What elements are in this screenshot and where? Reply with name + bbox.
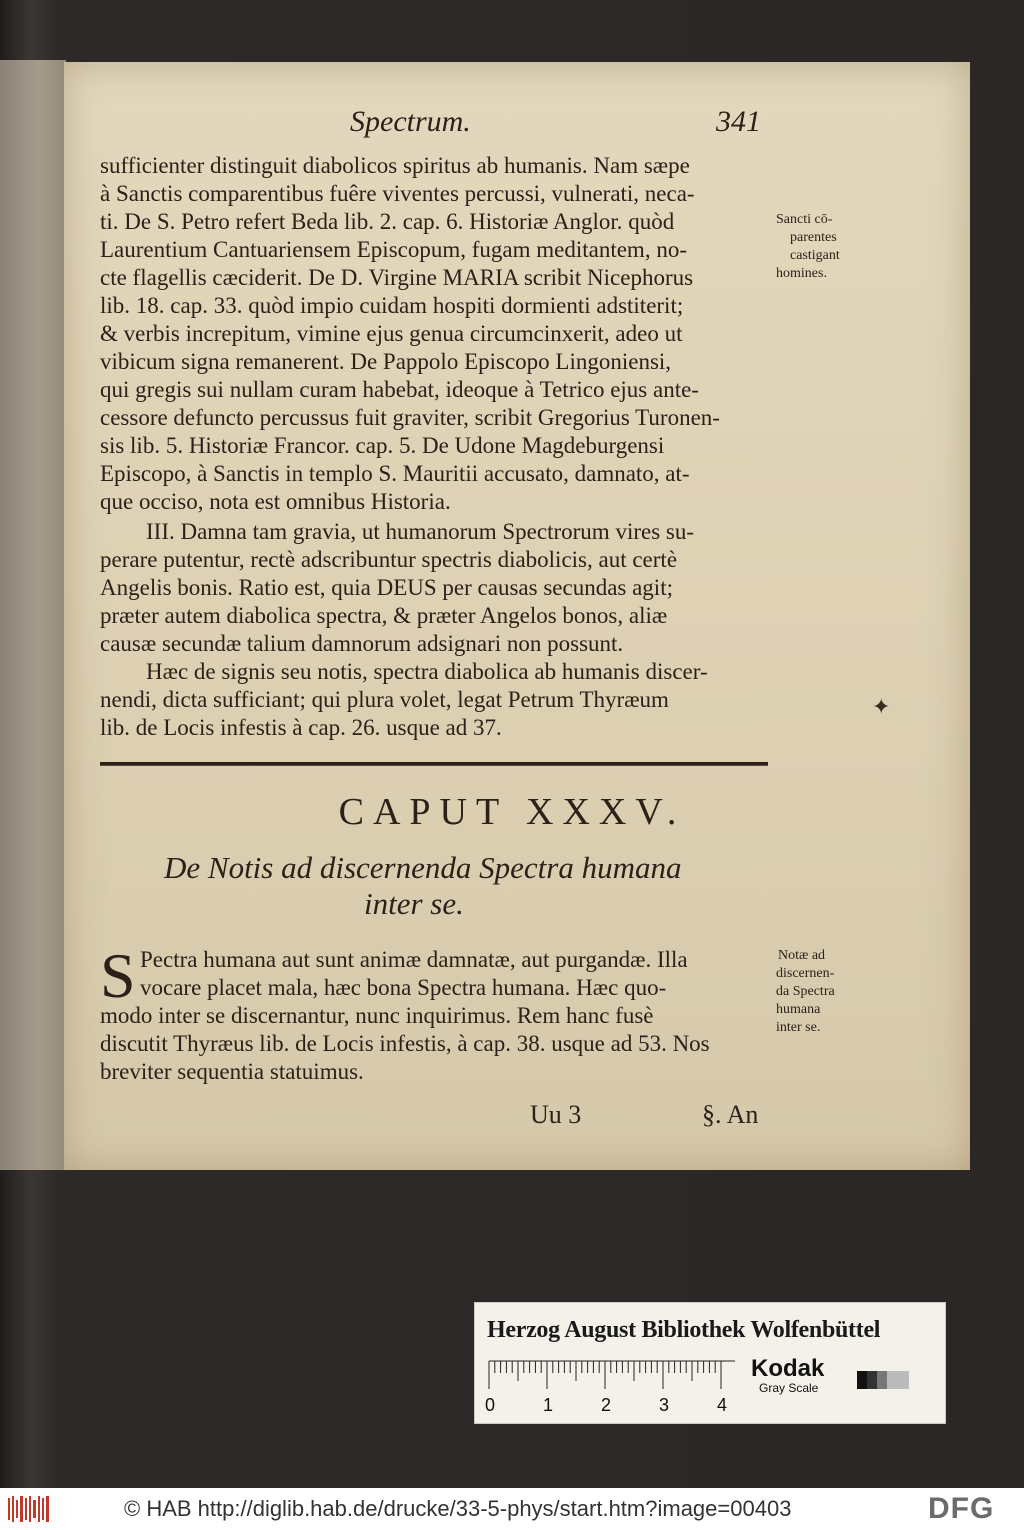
text-line: lib. 18. cap. 33. quòd impio cuidam hospiti dormienti adstiterit; (100, 293, 684, 318)
text-line: breviter sequentia statuimus. (100, 1059, 364, 1084)
ink-smudge: ✦ (872, 694, 891, 719)
gray-patches (857, 1371, 909, 1389)
text-line: Episcopo, à Sanctis in templo S. Mauritii accusato, damnato, at- (100, 461, 690, 486)
text-line: modo inter se discernantur, nunc inquirimus. Rem hanc fusè (100, 1003, 654, 1028)
text-line: que occiso, nota est omnibus Historia. (100, 489, 451, 514)
drop-cap: S (100, 940, 136, 1011)
previous-page-edge (0, 60, 66, 1170)
text-line: cessore defuncto percussus fuit graviter, scribit Gregorius Turonen- (100, 405, 720, 430)
text-line: III. Damna tam gravia, ut humanorum Spectrorum vires su- (146, 519, 695, 544)
gray-scale-text: Gray Scale (759, 1381, 819, 1395)
scale-number: 0 (485, 1395, 496, 1415)
text-line: qui gregis sui nullam curam habebat, ideoque à Tetrico ejus ante- (100, 377, 699, 402)
margin-note-line: homines. (776, 266, 827, 281)
chapter-subtitle-line-1: De Notis ad discernenda Spectra humana (164, 850, 682, 885)
library-name: Herzog August Bibliothek Wolfenbüttel (487, 1317, 881, 1343)
margin-note-line: da Spectra (776, 984, 835, 999)
margin-note-line: Sancti cō- (776, 212, 833, 227)
text-line: vocare placet mala, hæc bona Spectra humana. Hæc quo- (140, 975, 667, 1000)
text-line: à Sanctis comparentibus fuêre viventes percussi, vulnerati, neca- (100, 181, 695, 206)
dfg-logo: DFG (928, 1492, 995, 1525)
text-line: cte flagellis cæciderit. De D. Virgine MARIA scribit Nicephorus (100, 265, 694, 290)
text-line: vibicum signa remanerent. De Pappolo Episcopo Lingoniensi, (100, 349, 672, 374)
margin-note-line: inter se. (776, 1020, 821, 1035)
source-link[interactable]: © HAB http://diglib.hab.de/drucke/33-5-phys/start.htm?image=00403 (124, 1496, 792, 1521)
text-line: Angelis bonis. Ratio est, quia DEUS per causas secundas agit; (100, 575, 673, 600)
text-line: sufficienter distinguit diabolicos spiritus ab humanis. Nam sæpe (100, 153, 690, 178)
scale-number: 2 (601, 1395, 612, 1415)
chapter-subtitle-line-2: inter se. (364, 886, 464, 921)
text-line: nendi, dicta sufficiant; qui plura volet, legat Petrum Thyræum (100, 687, 669, 712)
signature-mark: Uu 3 (530, 1100, 582, 1129)
running-head: Spectrum. (350, 105, 471, 138)
catchword: §. An (702, 1100, 759, 1129)
margin-note-line: parentes (790, 230, 837, 245)
section-rule (100, 762, 768, 766)
text-line: sis lib. 5. Historiæ Francor. cap. 5. De Udone Magdeburgensi (100, 433, 665, 458)
text-line: Pectra humana aut sunt animæ damnatæ, aut purgandæ. Illa (140, 947, 688, 972)
kodak-logo-text: Kodak (751, 1355, 825, 1382)
footer-bar (0, 1488, 1024, 1530)
text-line: perare putentur, rectè adscribuntur spectris diabolicis, aut certè (100, 547, 678, 572)
text-line: Laurentium Cantuariensem Episcopum, fugam meditantem, no- (100, 237, 687, 262)
scale-number: 3 (659, 1395, 670, 1415)
library-label (474, 1302, 946, 1424)
page-number: 341 (716, 105, 761, 138)
scale-number: 1 (543, 1395, 554, 1415)
margin-note-line: Notæ ad (778, 948, 826, 963)
text-line: & verbis increpitum, vimine ejus genua circumcinxerit, adeo ut (100, 321, 683, 346)
text-line: discutit Thyræus lib. de Locis infestis, à cap. 38. usque ad 53. Nos (100, 1031, 710, 1056)
text-line: lib. de Locis infestis à cap. 26. usque ad 37. (100, 715, 502, 740)
text-line: præter autem diabolica spectra, & præter Angelos bonos, aliæ (100, 603, 668, 628)
text-line: Hæc de signis seu notis, spectra diabolica ab humanis discer- (146, 659, 708, 684)
margin-note-line: discernen- (776, 966, 835, 981)
text-line: causæ secundæ talium damnorum adsignari non possunt. (100, 631, 624, 656)
text-line: ti. De S. Petro refert Beda lib. 2. cap. 6. Historiæ Anglor. quòd (100, 209, 675, 234)
scale-number: 4 (717, 1395, 728, 1415)
chapter-title: CAPUT XXXV. (338, 791, 686, 833)
margin-note-line: humana (776, 1002, 821, 1017)
ruler-scale (487, 1359, 737, 1391)
barcode-logo-icon (8, 1494, 50, 1524)
margin-note-line: castigant (790, 248, 840, 263)
